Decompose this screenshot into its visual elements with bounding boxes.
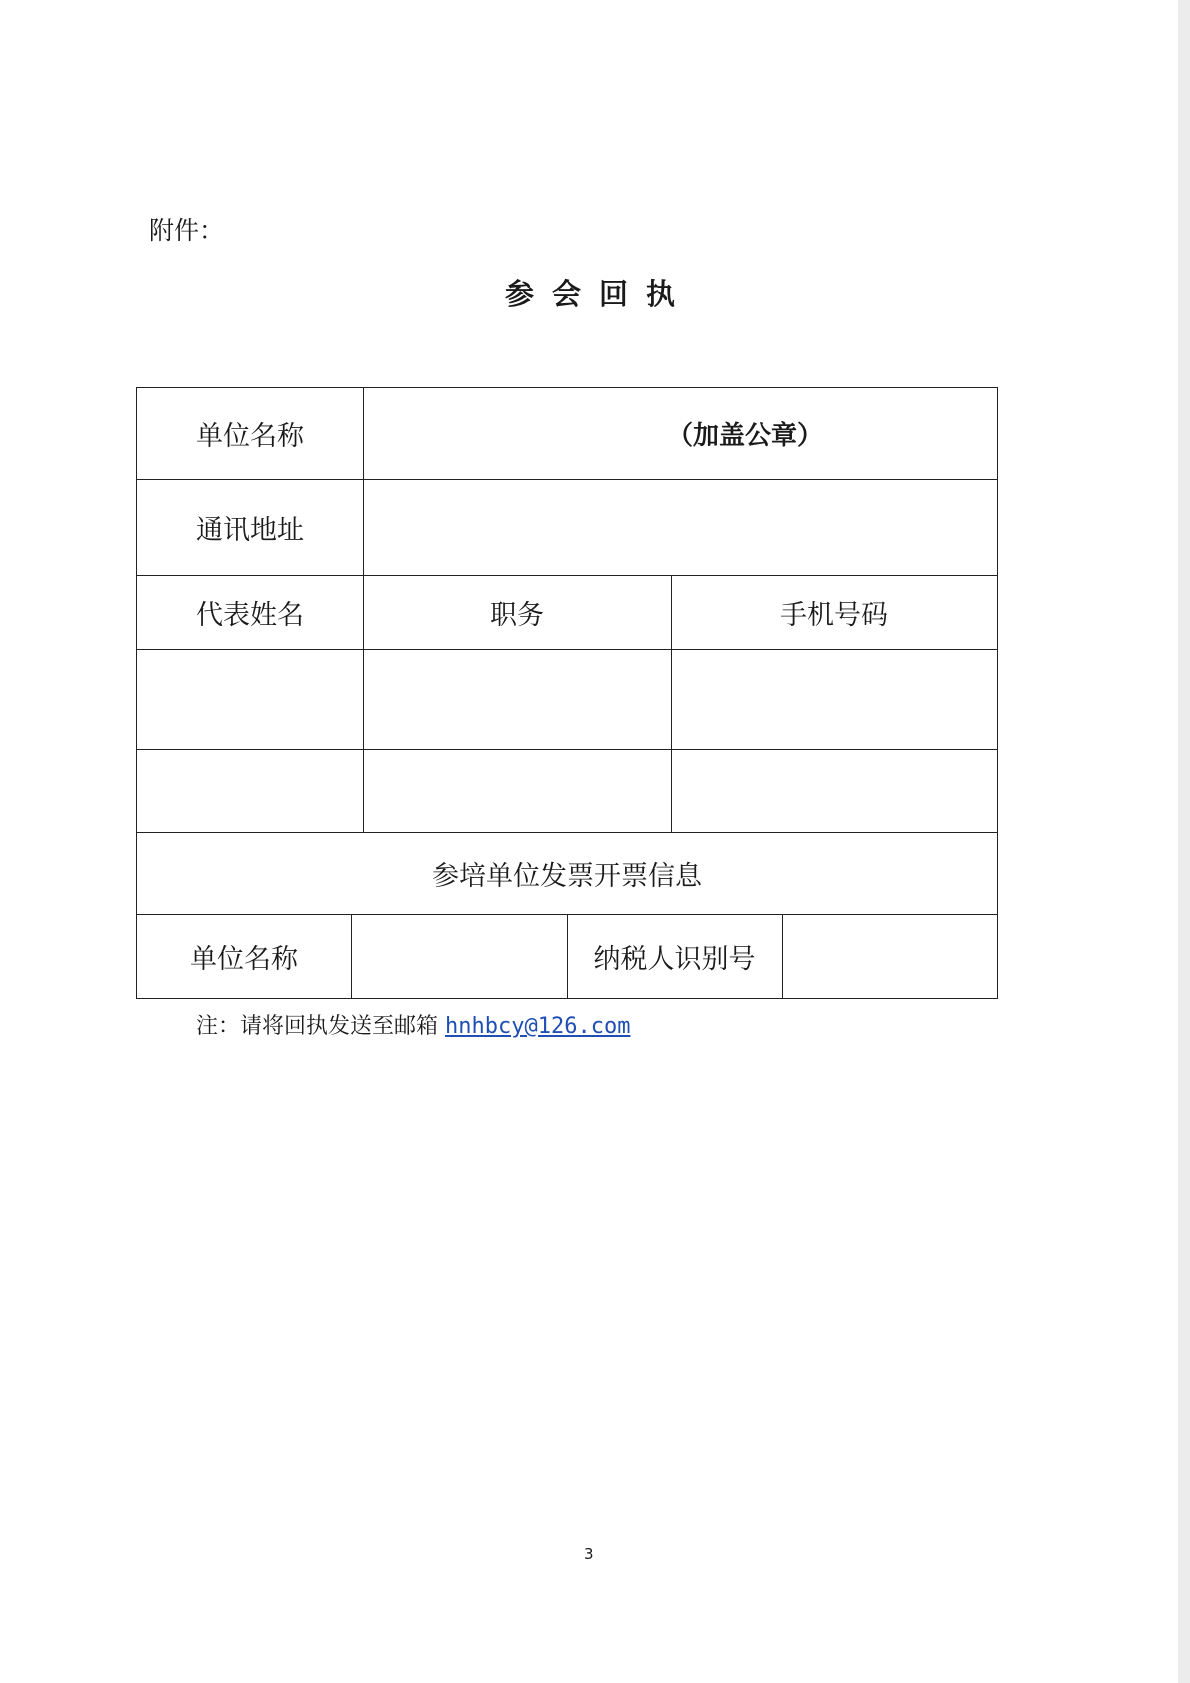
- email-link[interactable]: hnhbcy@126.com: [445, 1014, 631, 1039]
- page-edge-shade: [1178, 0, 1190, 1683]
- taxpayer-id-field[interactable]: [782, 914, 997, 998]
- invoice-unit-name-label: 单位名称: [190, 943, 298, 975]
- col-header-phone: 手机号码: [780, 599, 888, 631]
- invoice-unit-name-field[interactable]: [351, 914, 567, 998]
- col-header-position: 职务: [490, 599, 544, 631]
- delegate-name-field[interactable]: [137, 649, 363, 749]
- address-label: 通讯地址: [196, 514, 304, 546]
- footnote-text: 注：请将回执发送至邮箱: [196, 1014, 439, 1039]
- invoice-section-title: 参培单位发票开票信息: [432, 860, 702, 892]
- delegate-position-field[interactable]: [363, 749, 671, 832]
- col-header-name: 代表姓名: [196, 599, 304, 631]
- address-field[interactable]: [363, 479, 997, 575]
- taxpayer-id-label: 纳税人识别号: [593, 943, 756, 975]
- registration-form-table: [136, 387, 998, 999]
- delegate-phone-field[interactable]: [671, 649, 997, 749]
- unit-name-field[interactable]: [363, 388, 997, 479]
- delegate-name-field[interactable]: [137, 749, 363, 832]
- delegate-position-field[interactable]: [363, 649, 671, 749]
- footnote: [196, 1009, 630, 1040]
- page-title: 参会回执: [505, 277, 694, 311]
- delegate-phone-field[interactable]: [671, 749, 997, 832]
- page-number: 3: [584, 1545, 594, 1563]
- stamp-note: （加盖公章）: [666, 421, 823, 451]
- attachment-label: 附件：: [149, 216, 225, 245]
- unit-name-label: 单位名称: [196, 421, 304, 452]
